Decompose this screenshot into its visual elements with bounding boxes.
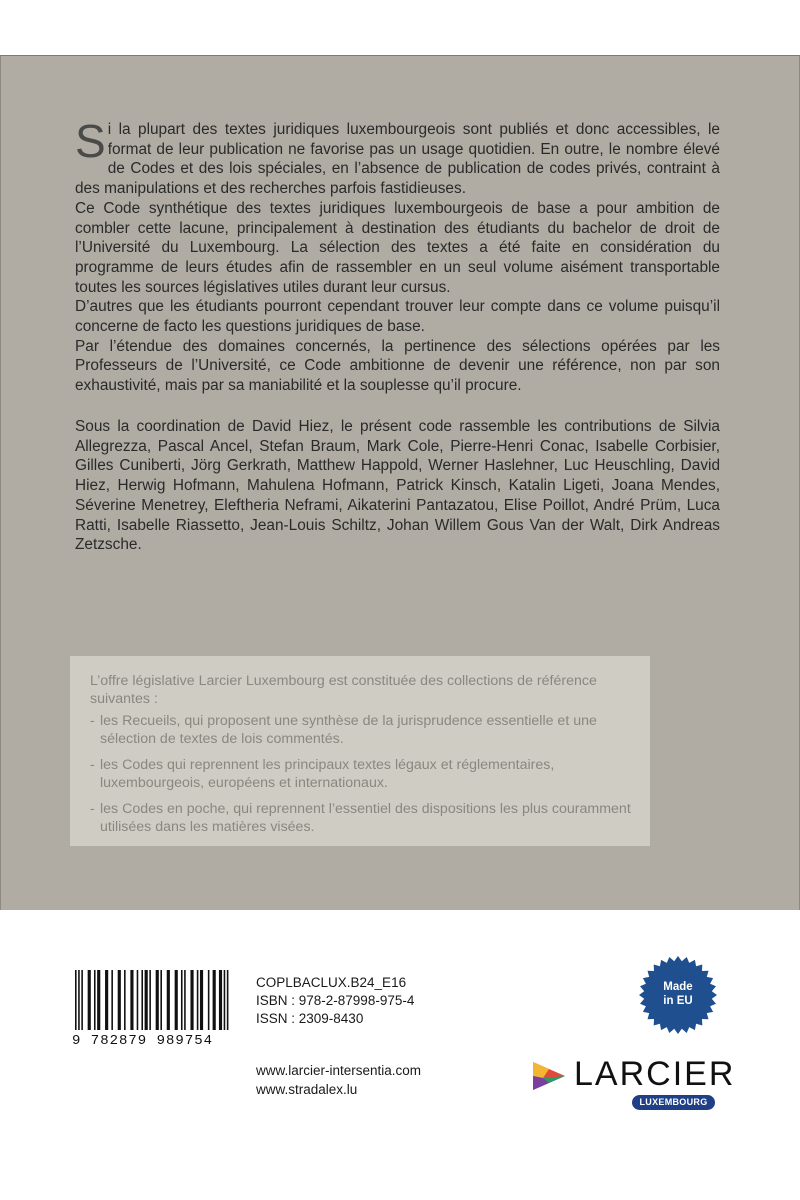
larcier-logo-icon <box>531 1058 567 1094</box>
barcode-image <box>75 970 230 1030</box>
barcode-bar <box>130 970 133 1030</box>
barcode-bar <box>160 970 162 1030</box>
barcode-bar <box>88 970 91 1030</box>
barcode-bar <box>78 970 80 1030</box>
intro-paragraph-3: D’autres que les étudiants pourront cependant trouver leur compte dans ce volume puisqu’il concerne de facto les questions juridiques de base. <box>75 298 720 336</box>
barcode-bar <box>111 970 113 1030</box>
website-url-stradalex[interactable]: www.stradalex.lu <box>256 1082 358 1097</box>
website-links <box>256 1061 421 1099</box>
barcode-bar <box>105 970 108 1030</box>
barcode-bar <box>167 970 170 1030</box>
barcode-bar <box>137 970 139 1030</box>
offer-item: - les Codes en poche, qui reprennent l’essentiel des dispositions les plus couramment utilisées dans les matières visées. <box>90 801 631 835</box>
barcode-bar <box>75 970 77 1030</box>
barcode-bar <box>219 970 222 1030</box>
barcode-bar <box>141 970 143 1030</box>
barcode-bar <box>190 970 193 1030</box>
product-codes <box>256 974 414 1028</box>
barcode-bar <box>149 970 151 1030</box>
barcode-bar <box>156 970 159 1030</box>
barcode-bar <box>81 970 83 1030</box>
larcier-luxembourg-label: LUXEMBOURG <box>632 1095 715 1110</box>
product-reference: COPLBACLUX.B24_E16 <box>256 975 407 990</box>
offer-box <box>70 656 650 846</box>
barcode-bar <box>124 970 126 1030</box>
barcode-bar <box>145 970 148 1030</box>
website-url-larcier[interactable]: www.larcier-intersentia.com <box>256 1063 422 1078</box>
barcode-bar <box>97 970 100 1030</box>
barcode-bar <box>175 970 178 1030</box>
intro-paragraph-2: Ce Code synthétique des textes juridiques luxembourgeois de base a pour ambition de combler cette lacune, principalement à destination des étudiants du bachelor de droit de l’Université du Luxembourg. La sélection des textes a été faite en considération du programme de leurs études afin de rassembler en un seul volume aisément transportable toutes les sources législatives utiles durant leur cursus. <box>75 199 720 296</box>
offer-intro: L’offre législative Larcier Luxembourg est constituée des collections de référence suivantes : <box>90 673 597 707</box>
barcode-bar <box>184 970 186 1030</box>
larcier-logo-text: LARCIER <box>574 1055 736 1093</box>
offer-item: - les Codes qui reprennent les principaux textes légaux et réglementaires, luxembourgeois, européens et internationaux. <box>90 757 555 791</box>
barcode-bar <box>181 970 183 1030</box>
barcode-bar <box>118 970 121 1030</box>
intro-paragraph-4: Par l’étendue des domaines concernés, la pertinence des sélections opérées par les Professeurs de l’Université, ce Code ambitionne de devenir une référence, non par son exhaustivité, mais par sa maniabilité et la souplesse qu’il procure. <box>75 337 720 395</box>
barcode-number: 9 782879 989754 <box>72 1033 214 1049</box>
barcode-bar <box>94 970 96 1030</box>
offer-item: - les Recueils, qui proposent une synthèse de la jurisprudence essentielle et une sélection de textes de lois commentés. <box>90 713 597 747</box>
issn-number: ISSN : 2309-8430 <box>256 1011 364 1026</box>
contributors-paragraph: Sous la coordination de David Hiez, le présent code rassemble les contributions de Silvia Allegrezza, Pascal Ancel, Stefan Braum, Mark Cole, Pierre-Henri Conac, Isabelle Corbisier, Gilles Cuniberti, Jörg Gerkrath, Matthew Happold, Werner Haslehner, Luc Heuschling, David Hiez, Herwig Hofmann, Mahulena Hofmann, Patrick Kinsch, Katalin Ligeti, Joana Mendes, Séverine Menetrey, Eleftheria Neframi, Aikaterini Pantazatou, Elise Poillot, André Prüm, Luca Ratti, Isabelle Riassetto, Jean-Louis Schiltz, Johan Willem Gous Van der Walt, Dirk Andreas Zetzsche. <box>75 418 720 554</box>
made-in-eu-label: Made in EU <box>663 981 693 1007</box>
barcode-bar <box>200 970 203 1030</box>
drop-cap: S <box>75 115 106 167</box>
offer-list <box>90 712 632 836</box>
intro-text <box>75 115 720 396</box>
barcode-bar <box>197 970 199 1030</box>
barcode-bar <box>224 970 226 1030</box>
barcode-bar <box>227 970 229 1030</box>
barcode-bar <box>213 970 216 1030</box>
barcode-bar <box>208 970 210 1030</box>
isbn-number: ISBN : 978-2-87998-975-4 <box>256 993 415 1008</box>
intro-paragraph-1: Si la plupart des textes juridiques luxembourgeois sont publiés et donc accessibles, le format de leur publication ne favorise pas un usage quotidien. En outre, le nombre élevé de Codes et des lois spéciales, en l’absence de publication de codes privés, contraint à des manipulations et des recherches parfois fastidieuses. <box>75 115 720 198</box>
